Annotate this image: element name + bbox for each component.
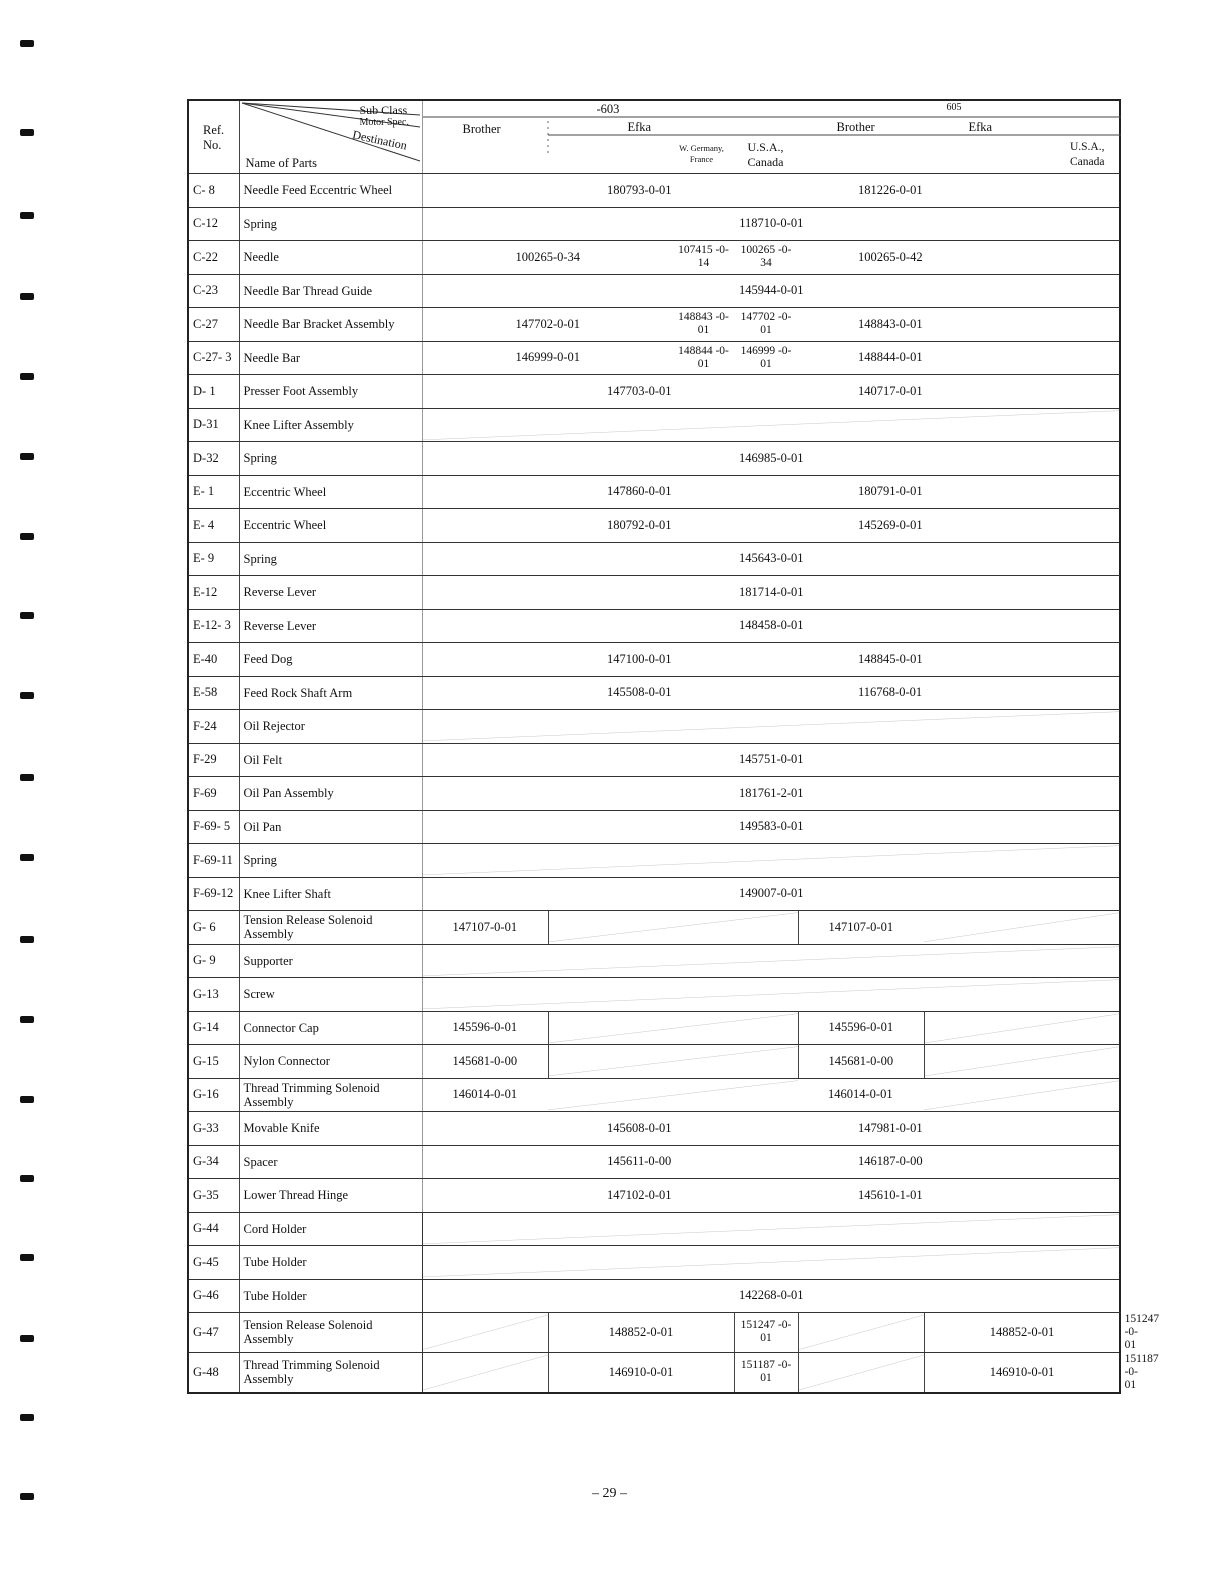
part-number-cell: 148852-0-01 (924, 1313, 1120, 1353)
part-number-cell: 145508-0-01 (422, 676, 734, 710)
part-name-cell: Tension Release Solenoid Assembly (239, 1313, 422, 1353)
table-row (188, 810, 1120, 844)
ref-cell: G-47 (188, 1313, 239, 1353)
not-applicable-cell (548, 1011, 798, 1045)
table-row (188, 442, 1120, 476)
part-name-cell: Tension Release Solenoid Assembly (239, 911, 422, 945)
part-number-cell: 146014-0-01 (422, 1078, 548, 1112)
part-number-cell: 181761-2-01 (422, 777, 1120, 811)
ref-cell: F-69- 5 (188, 810, 239, 844)
part-name-cell: Spacer (239, 1145, 422, 1179)
part-number-cell: 180792-0-01 (422, 509, 734, 543)
part-number-cell: 100265 -0-34 (734, 241, 798, 275)
part-name-cell: Nylon Connector (239, 1045, 422, 1079)
part-name-cell: Oil Pan (239, 810, 422, 844)
part-number-cell: 146014-0-01 (798, 1078, 924, 1112)
table-row (188, 1112, 1120, 1146)
part-name-cell: Knee Lifter Shaft (239, 877, 422, 911)
punch-mark (20, 1096, 34, 1103)
part-number-cell: 180791-0-01 (798, 475, 1120, 509)
part-name-cell: Needle Bar Bracket Assembly (239, 308, 422, 342)
part-number-cell: 148844 -0-01 (673, 341, 734, 375)
ref-cell: E-40 (188, 643, 239, 677)
not-applicable-cell (422, 978, 1120, 1012)
table-row (188, 475, 1120, 509)
not-applicable-cell (422, 1352, 548, 1393)
table-row (188, 542, 1120, 576)
part-number-cell: 107415 -0-14 (673, 241, 734, 275)
part-number-cell: 146910-0-01 (548, 1352, 734, 1393)
table-row (188, 911, 1120, 945)
part-number-cell: 148843-0-01 (798, 308, 1120, 342)
part-number-cell: 149007-0-01 (422, 877, 1120, 911)
punch-mark (20, 293, 34, 300)
ref-cell: F-69 (188, 777, 239, 811)
part-name-cell: Knee Lifter Assembly (239, 408, 422, 442)
punch-mark (20, 129, 34, 136)
part-name-cell: Connector Cap (239, 1011, 422, 1045)
part-number-cell: 147703-0-01 (422, 375, 734, 409)
table-row (188, 274, 1120, 308)
part-name-cell: Lower Thread Hinge (239, 1179, 422, 1213)
ref-cell: C-27- 3 (188, 341, 239, 375)
part-number-cell: 100265-0-34 (422, 241, 673, 275)
usa-canada-label-605: U.S.A., Canada (1069, 141, 1105, 168)
table-row (188, 777, 1120, 811)
not-applicable-cell (924, 1078, 1120, 1112)
part-name-cell: Needle (239, 241, 422, 275)
part-number-cell: 100265-0-42 (798, 241, 1120, 275)
ref-cell: F-29 (188, 743, 239, 777)
ref-cell: C- 8 (188, 174, 239, 208)
table-row (188, 643, 1120, 677)
table-row: G-47 Tension Release Solenoid Assembly 148852-0-01 151247 -0-01 148852-0-01 151247 -0-01 (188, 1313, 1120, 1353)
table-row (188, 576, 1120, 610)
part-name-cell: Spring (239, 542, 422, 576)
part-number-cell: 147102-0-01 (422, 1179, 734, 1213)
not-applicable-cell (924, 1045, 1120, 1079)
table-row (188, 375, 1120, 409)
ref-cell: E-12 (188, 576, 239, 610)
not-applicable-cell (798, 1313, 924, 1353)
part-name-cell: Needle Bar Thread Guide (239, 274, 422, 308)
ref-cell: E-58 (188, 676, 239, 710)
ref-cell: D-32 (188, 442, 239, 476)
part-number-cell: 181714-0-01 (422, 576, 1120, 610)
punch-mark (20, 1254, 34, 1261)
ref-cell: E- 9 (188, 542, 239, 576)
motor-spec-label: Motor Spec. (359, 117, 409, 128)
w-germany-france-label: W. Germany, France (679, 143, 724, 164)
part-name-cell: Thread Trimming Solenoid Assembly (239, 1078, 422, 1112)
part-number-cell: 145269-0-01 (798, 509, 1120, 543)
table-row (188, 174, 1120, 208)
not-applicable-cell (924, 911, 1120, 945)
part-number-cell: 147107-0-01 (422, 911, 548, 945)
punch-mark (20, 533, 34, 540)
part-number-cell: 151247 -0-01 (734, 1313, 798, 1353)
not-applicable-cell (422, 408, 1120, 442)
part-name-cell: Needle Bar (239, 341, 422, 375)
part-number-cell: 151187 -0-01 (734, 1352, 798, 1393)
table-row (188, 207, 1120, 241)
not-applicable-cell (422, 1212, 1120, 1246)
part-number-cell: 146985-0-01 (422, 442, 1120, 476)
ref-cell: G-16 (188, 1078, 239, 1112)
part-name-cell: Reverse Lever (239, 609, 422, 643)
punch-mark (20, 936, 34, 943)
table-row (188, 1145, 1120, 1179)
ref-cell: E- 4 (188, 509, 239, 543)
part-number-cell: 145610-1-01 (798, 1179, 1120, 1213)
part-number-cell: 147860-0-01 (422, 475, 734, 509)
table-row (188, 308, 1120, 342)
table-row (188, 1078, 1120, 1112)
part-number-cell: 147100-0-01 (422, 643, 734, 677)
part-name-cell: Spring (239, 442, 422, 476)
part-number-cell: 116768-0-01 (798, 676, 1120, 710)
usa-canada-label-603: U.S.A., Canada (747, 140, 784, 169)
no-label: No. (203, 138, 222, 152)
table-row: G-48 Thread Trimming Solenoid Assembly 146910-0-01 151187 -0-01 146910-0-01 151187 -0-01 (188, 1352, 1120, 1393)
model-605-label: 605 (946, 102, 962, 113)
part-name-cell: Cord Holder (239, 1212, 422, 1246)
part-number-cell: 145596-0-01 (422, 1011, 548, 1045)
ref-cell: E- 1 (188, 475, 239, 509)
part-number-cell: 145681-0-00 (798, 1045, 924, 1079)
part-number-cell: 148852-0-01 (548, 1313, 734, 1353)
part-number-cell: 145596-0-01 (798, 1011, 924, 1045)
table-row (188, 609, 1120, 643)
part-number-cell: 148458-0-01 (422, 609, 1120, 643)
ref-cell: D-31 (188, 408, 239, 442)
part-number-cell: 118710-0-01 (422, 207, 1120, 241)
part-number-cell: 140717-0-01 (798, 375, 1120, 409)
table-row (188, 341, 1120, 375)
ref-cell: C-27 (188, 308, 239, 342)
part-number-cell: 145611-0-00 (422, 1145, 734, 1179)
part-number-cell: 148844-0-01 (798, 341, 1120, 375)
table-row (188, 1011, 1120, 1045)
part-number-cell: 147702-0-01 (422, 308, 673, 342)
ref-cell: G-14 (188, 1011, 239, 1045)
table-row (188, 509, 1120, 543)
part-number-cell: 146999 -0-01 (734, 341, 798, 375)
not-applicable-cell (548, 911, 798, 945)
table-row (188, 844, 1120, 878)
part-name-cell: Feed Dog (239, 643, 422, 677)
part-name-cell: Spring (239, 207, 422, 241)
table-row (188, 1279, 1120, 1313)
part-name-cell: Eccentric Wheel (239, 509, 422, 543)
part-number-cell: 145608-0-01 (422, 1112, 734, 1146)
punch-mark (20, 453, 34, 460)
ref-cell: C-23 (188, 274, 239, 308)
table-row (188, 743, 1120, 777)
part-number-cell: 180793-0-01 (422, 174, 734, 208)
efka-label-605: Efka (968, 120, 993, 134)
destination-label: Destination (350, 127, 408, 153)
header-grid-lines (423, 101, 1121, 173)
part-name-cell: Thread Trimming Solenoid Assembly (239, 1352, 422, 1393)
ref-cell: C-22 (188, 241, 239, 275)
ref-cell: G-33 (188, 1112, 239, 1146)
ref-label: Ref. (203, 123, 225, 137)
punch-mark (20, 1335, 34, 1342)
brother-label-605: Brother (836, 120, 875, 134)
part-name-cell: Feed Rock Shaft Arm (239, 676, 422, 710)
model-603-label: -603 (596, 102, 620, 116)
diagonal-header (239, 100, 422, 174)
part-name-cell: Oil Pan Assembly (239, 777, 422, 811)
part-number-cell: 142268-0-01 (422, 1279, 1120, 1313)
punch-mark (20, 373, 34, 380)
ref-cell: G-48 (188, 1352, 239, 1393)
punch-mark (20, 1175, 34, 1182)
ref-cell: G-34 (188, 1145, 239, 1179)
not-applicable-cell (422, 944, 1120, 978)
ref-cell: F-24 (188, 710, 239, 744)
part-number-cell: 147981-0-01 (798, 1112, 1120, 1146)
part-number-cell: 147702 -0-01 (734, 308, 798, 342)
ref-cell: G-46 (188, 1279, 239, 1313)
table-row (188, 877, 1120, 911)
punch-mark (20, 774, 34, 781)
ref-cell: G-35 (188, 1179, 239, 1213)
not-applicable-cell (924, 1011, 1120, 1045)
table-row (188, 710, 1120, 744)
part-name-cell: Oil Felt (239, 743, 422, 777)
punch-mark (20, 854, 34, 861)
part-name-cell: Tube Holder (239, 1279, 422, 1313)
part-number-cell: 145681-0-00 (422, 1045, 548, 1079)
not-applicable-cell (422, 710, 1120, 744)
ref-cell: G-15 (188, 1045, 239, 1079)
part-name-cell: Spring (239, 844, 422, 878)
table-row (188, 241, 1120, 275)
not-applicable-cell (548, 1045, 798, 1079)
sub-class-label: Sub Class (359, 103, 408, 117)
ref-cell: G-13 (188, 978, 239, 1012)
ref-cell: G- 6 (188, 911, 239, 945)
model-header (422, 100, 1120, 174)
part-number-cell: 145751-0-01 (422, 743, 1120, 777)
table-row (188, 408, 1120, 442)
ref-header (188, 100, 239, 174)
part-name-cell: Reverse Lever (239, 576, 422, 610)
not-applicable-cell (422, 1313, 548, 1353)
not-applicable-cell (422, 844, 1120, 878)
table-row (188, 1179, 1120, 1213)
ref-cell: E-12- 3 (188, 609, 239, 643)
ref-cell: G-44 (188, 1212, 239, 1246)
table-header (188, 100, 1120, 174)
part-name-cell: Screw (239, 978, 422, 1012)
ref-cell: C-12 (188, 207, 239, 241)
ref-cell: F-69-11 (188, 844, 239, 878)
part-name-cell: Tube Holder (239, 1246, 422, 1280)
ref-cell: G- 9 (188, 944, 239, 978)
part-number-cell: 148845-0-01 (798, 643, 1120, 677)
punch-mark (20, 692, 34, 699)
efka-label-603: Efka (627, 120, 652, 134)
part-number-cell: 147107-0-01 (798, 911, 924, 945)
part-number-cell: 148843 -0-01 (673, 308, 734, 342)
not-applicable-cell (548, 1078, 798, 1112)
part-number-cell: 146187-0-00 (798, 1145, 1120, 1179)
punch-mark (20, 40, 34, 47)
part-number-cell: 146999-0-01 (422, 341, 673, 375)
part-number-cell: 146910-0-01 (924, 1352, 1120, 1393)
table-row (188, 978, 1120, 1012)
not-applicable-cell (422, 1246, 1120, 1280)
page-number: – 29 – (592, 1486, 627, 1501)
name-of-parts-label: Name of Parts (245, 156, 318, 170)
part-name-cell: Oil Rejector (239, 710, 422, 744)
table-row (188, 1212, 1120, 1246)
ref-cell: F-69-12 (188, 877, 239, 911)
not-applicable-cell (798, 1352, 924, 1393)
table-row (188, 944, 1120, 978)
punch-mark (20, 212, 34, 219)
ref-cell: G-45 (188, 1246, 239, 1280)
part-number-cell: 145944-0-01 (422, 274, 1120, 308)
part-name-cell: Supporter (239, 944, 422, 978)
part-number-cell: 149583-0-01 (422, 810, 1120, 844)
part-number-cell: 145643-0-01 (422, 542, 1120, 576)
part-name-cell: Movable Knife (239, 1112, 422, 1146)
punch-mark (20, 612, 34, 619)
part-name-cell: Presser Foot Assembly (239, 375, 422, 409)
table-row (188, 1045, 1120, 1079)
punch-mark (20, 1414, 34, 1421)
part-name-cell: Eccentric Wheel (239, 475, 422, 509)
part-name-cell: Needle Feed Eccentric Wheel (239, 174, 422, 208)
ref-cell: D- 1 (188, 375, 239, 409)
part-number-cell: 181226-0-01 (798, 174, 1120, 208)
table-row (188, 676, 1120, 710)
parts-table (187, 99, 1160, 1394)
brother-label-603: Brother (462, 122, 501, 136)
table-row (188, 1246, 1120, 1280)
punch-mark (20, 1016, 34, 1023)
